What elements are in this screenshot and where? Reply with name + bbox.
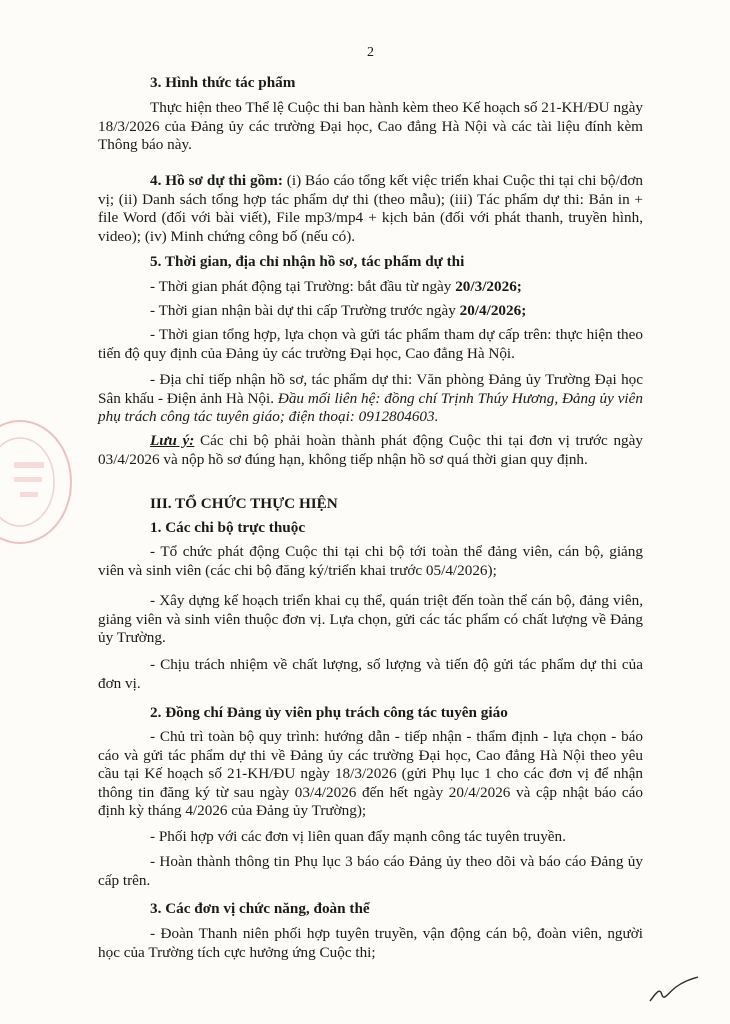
section-5-line-2 [98,302,643,321]
note-label: Lưu ý: [150,432,195,449]
section-5-line-3: - Thời gian tổng hợp, lựa chọn và gửi tác phẩm tham dự cấp trên: thực hiện theo tiến độ quy định của Đảng ủy các trường Đại học, Cao đẳng Hà Nội. [98,326,643,362]
section-5-title: 5. Thời gian, địa chỉ nhận hồ sơ, tác phẩm dự thi [150,253,465,270]
section-5-line-4 [98,371,643,427]
launch-date: 20/3/2026; [455,278,522,295]
part-1-line-3: - Chịu trách nhiệm về chất lượng, số lượng và tiến độ gửi tác phẩm dự thi của đơn vị. [98,656,643,692]
part-2-line-2: - Phối hợp với các đơn vị liên quan đẩy mạnh công tác tuyên truyền. [150,828,566,845]
launch-date-label: - Thời gian phát động tại Trường: bắt đầu từ ngày [150,278,456,295]
section-III-title: III. TỔ CHỨC THỰC HIỆN [150,495,338,512]
part-3-title: 3. Các đơn vị chức năng, đoàn thể [150,900,370,917]
address-text: - Địa chỉ tiếp nhận hồ sơ, tác phẩm dự thi: Văn phòng Đảng ủy Trường Đại học Sân khấu - Điện ảnh Hà Nội. [98,371,643,407]
part-2-line-3: - Hoàn thành thông tin Phụ lục 3 báo cáo Đảng ủy theo dõi và báo cáo Đảng ủy cấp trên. [98,853,643,889]
red-stamp-seal [0,420,72,544]
page-number: 2 [367,45,374,60]
part-2-line-1: - Chủ trì toàn bộ quy trình: hướng dẫn - tiếp nhận - thẩm định - lựa chọn - báo cáo và gửi tác phẩm dự thi về Đảng ủy các trường Đại học, Cao đẳng Hà Nội theo yêu cầu tại Kế hoạch số 21-KH/ĐU ngày 18/3/2026 (gửi Phụ lục 1 cho các đơn vị để nhận thông tin đăng ký từ sau ngày 03/4/2026 đến hết ngày 20/4/2026 và cập nhật báo cáo định kỳ tháng 4/2026 của Đảng ủy Trường); [98,728,643,819]
deadline-date: 20/4/2026; [459,302,527,319]
part-1-line-1: - Tổ chức phát động Cuộc thi tại chi bộ tới toàn thể đảng viên, cán bộ, giảng viên và sinh viên (các chi bộ đăng ký/triển khai trước 05/4/2026); [98,543,643,579]
part-1-title: 1. Các chi bộ trực thuộc [150,519,306,536]
contact-info: Đầu mối liên hệ: đồng chí Trịnh Thúy Hương, Đảng ủy viên phụ trách công tác tuyên giáo; điện thoại: 0912804603. [98,389,643,425]
note-paragraph [98,432,643,469]
section-3-title: 3. Hình thức tác phẩm [150,74,296,91]
part-1-line-2: - Xây dựng kế hoạch triển khai cụ thể, quán triệt đến toàn thể cán bộ, đảng viên, giảng viên và sinh viên thuộc đơn vị. Lựa chọn, gửi các tác phẩm có chất lượng về Đảng ủy Trường. [98,592,643,646]
section-4-paragraph [98,172,643,246]
initials-signature [646,975,701,1005]
section-5-line-1 [98,278,643,297]
section-4-title: 4. Hồ sơ dự thi gồm: [150,172,283,189]
note-body: Các chi bộ phải hoàn thành phát động Cuộc thi tại đơn vị trước ngày 03/4/2026 và nộp hồ sơ đúng hạn, không tiếp nhận hồ sơ quá thời gian quy định. [98,432,643,468]
section-4-body: (i) Báo cáo tổng kết việc triển khai Cuộc thi tại chi bộ/đơn vị; (ii) Danh sách tổng hợp tác phẩm dự thi (theo mẫu); (iii) Tác phẩm dự thi: Bản in + file Word (đối với bài viết), File mp3/mp4 + kịch bản (đối với phát thanh, truyền hình, video); (iv) Minh chứng công bố (nếu có). [98,172,643,245]
stamp-graphic [0,422,70,542]
section-3-body: Thực hiện theo Thể lệ Cuộc thi ban hành kèm theo Kế hoạch số 21-KH/ĐU ngày 18/3/2026 của Đảng ủy các trường Đại học, Cao đẳng Hà Nội và các tài liệu đính kèm Thông báo này. [98,99,643,153]
deadline-label: - Thời gian nhận bài dự thi cấp Trường trước ngày [150,302,460,319]
part-3-line-1: - Đoàn Thanh niên phối hợp tuyên truyền, vận động cán bộ, đoàn viên, người học của Trường tích cực hưởng ứng Cuộc thi; [98,925,643,961]
part-2-title: 2. Đồng chí Đảng ủy viên phụ trách công tác tuyên giáo [150,704,508,721]
